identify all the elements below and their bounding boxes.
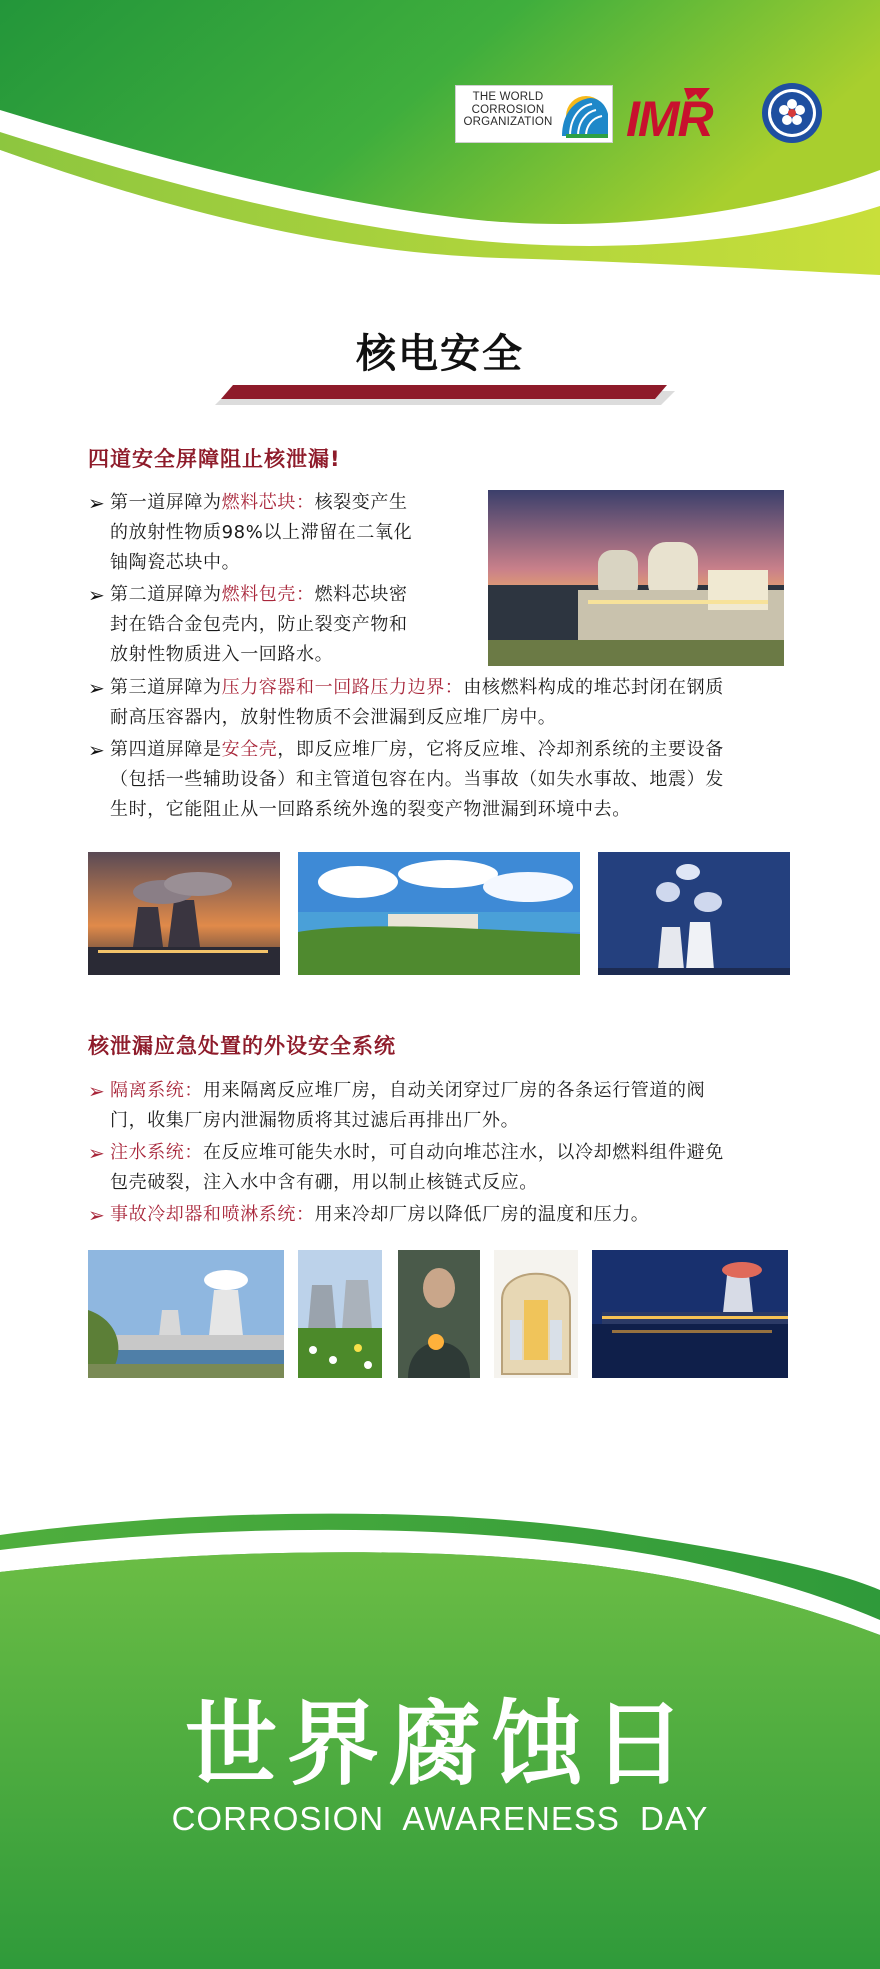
barrier-3-text: 耐高压容器内，放射性物质不会泄漏到反应堆厂房中。: [110, 707, 557, 728]
barrier-2-highlight: 燃料包壳：: [221, 584, 315, 605]
photo-plant-night-reflection: [592, 1250, 788, 1378]
photo-nuclear-plant-dusk: [488, 490, 784, 666]
barrier-2-text: 燃料芯块密: [314, 584, 408, 605]
imr-logo: [626, 84, 752, 147]
barrier-4-text: 第四道屏障是: [110, 739, 222, 760]
arrow-icon: ➢: [88, 491, 106, 515]
barrier-1-text: 核裂变产生: [314, 492, 408, 513]
safety-1-text: 门，收集厂房内泄漏物质将其过滤后再排出厂外。: [110, 1110, 520, 1131]
barrier-1-highlight: 燃料芯块：: [221, 492, 315, 513]
safety-2-highlight: 注水系统：: [110, 1142, 203, 1163]
page-title: 核电安全: [356, 331, 524, 377]
safety-3-text: 用来冷却厂房以降低厂房的温度和压力。: [314, 1204, 650, 1225]
safety-system-2: [88, 1138, 808, 1198]
photo-coastal-plant: [298, 852, 580, 975]
arrow-icon: ➢: [88, 583, 106, 607]
barrier-2-text: 放射性物质进入一回路水。: [110, 644, 334, 665]
photo-towers-flowers: [298, 1250, 382, 1378]
wco-globe-icon: [556, 90, 610, 140]
safety-2-text: 包壳破裂，注入水中含有硼，用以制止核链式反应。: [110, 1172, 538, 1193]
barrier-1-text: 第一道屏障为: [110, 492, 222, 513]
barrier-1-text: 铀陶瓷芯块中。: [110, 552, 241, 573]
barrier-4-text: ，即反应堆厂房，它将反应堆、冷却剂系统的主要设备: [277, 739, 724, 760]
arrow-icon: ➢: [88, 1079, 106, 1103]
barrier-2-text: 第二道屏障为: [110, 584, 222, 605]
barrier-item-3: [88, 673, 808, 733]
barrier-3-text: 第三道屏障为: [110, 677, 222, 698]
arrow-icon: ➢: [88, 1141, 106, 1165]
safety-1-text: 用来隔离反应堆厂房，自动关闭穿过厂房的各条运行管道的阀: [203, 1080, 706, 1101]
safety-system-3: [88, 1200, 808, 1230]
footer-subtitle: CORROSION AWARENESS DAY: [171, 1800, 709, 1837]
barrier-2-text: 封在锆合金包壳内，防止裂变产物和: [110, 614, 408, 635]
section1-heading: 四道安全屏障阻止核泄漏!: [88, 447, 341, 471]
barrier-3-highlight: 压力容器和一回路压力边界：: [221, 677, 464, 698]
photo-man-holding-light: [398, 1250, 480, 1378]
barrier-4-text: （包括一些辅助设备）和主管道包容在内。当事故（如失水事故、地震）发: [110, 769, 724, 790]
barrier-1-text: 的放射性物质98%以上滞留在二氧化: [110, 522, 413, 543]
barrier-item-2: [88, 580, 468, 670]
wco-logo-line-2: CORROSION: [471, 103, 545, 116]
wco-logo-line-3: ORGANIZATION: [463, 116, 553, 128]
photo-cooling-towers-night: [598, 852, 790, 975]
wco-logo: [455, 85, 613, 143]
safety-2-text: 在反应堆可能失水时，可自动向堆芯注水，以冷却燃料组件避免: [203, 1142, 724, 1163]
arrow-icon: ➢: [88, 1203, 106, 1227]
barrier-4-highlight: 安全壳: [221, 739, 278, 760]
safety-3-highlight: 事故冷却器和喷淋系统：: [110, 1204, 315, 1225]
photo-riverside-plant: [88, 1250, 284, 1378]
imr-logo-text: IMR: [626, 91, 712, 147]
safety-system-1: [88, 1076, 808, 1136]
arrow-icon: ➢: [88, 738, 106, 762]
barrier-3-text: 由核燃料构成的堆芯封闭在钢质: [463, 677, 724, 698]
barrier-item-4: [88, 735, 808, 825]
barrier-4-text: 生时，它能阻止从一回路系统外逸的裂变产物泄漏到环境中去。: [110, 799, 631, 820]
photo-reactor-cutaway: [494, 1250, 578, 1378]
footer-title: 世界腐蚀日: [184, 1691, 695, 1798]
cas-emblem-icon: [761, 82, 823, 144]
section2-heading: 核泄漏应急处置的外设安全系统: [88, 1034, 396, 1058]
photo-cooling-towers-sunset: [88, 852, 280, 975]
barrier-item-1: [88, 488, 468, 578]
arrow-icon: ➢: [88, 676, 106, 700]
title-underline-bar: [215, 383, 675, 411]
wco-logo-line-1: THE WORLD: [472, 91, 544, 103]
safety-1-highlight: 隔离系统：: [110, 1080, 203, 1101]
